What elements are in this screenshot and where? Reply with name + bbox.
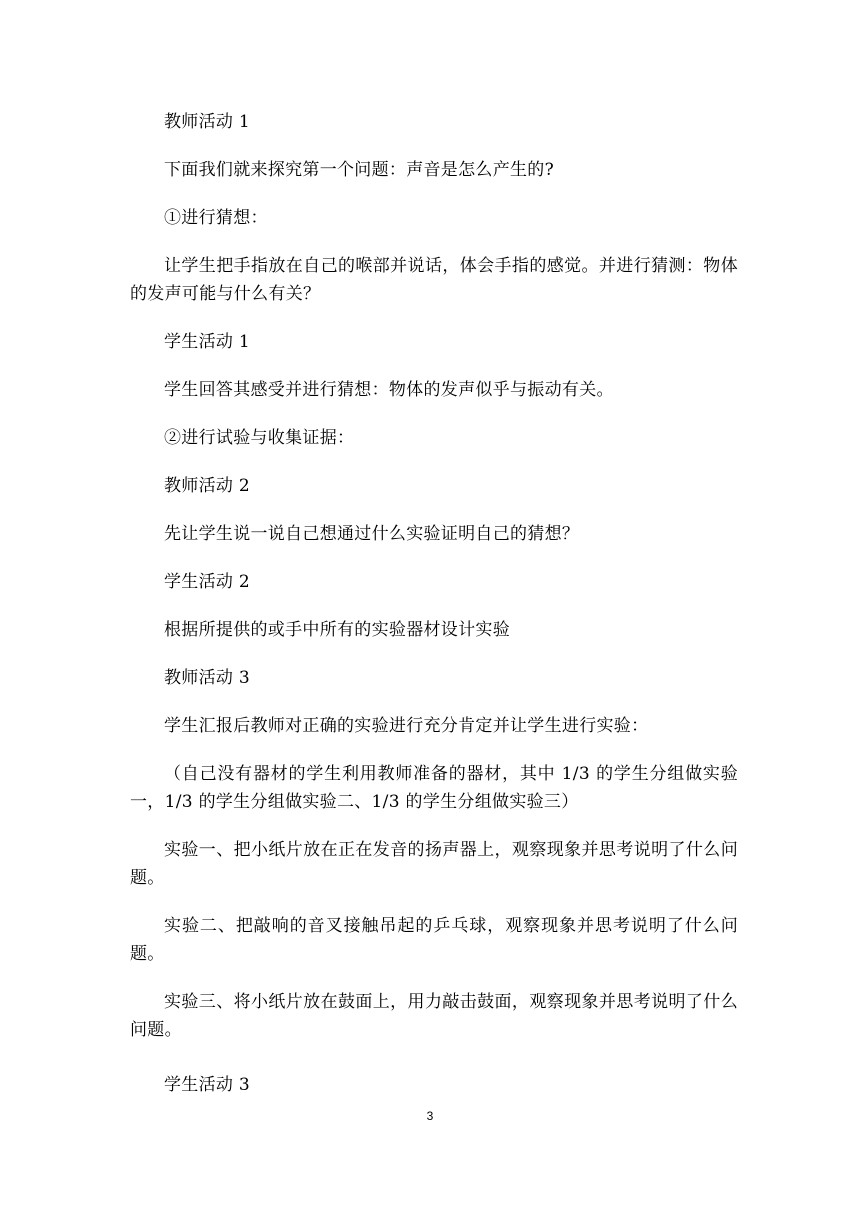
page-number: 3	[426, 1109, 434, 1123]
paragraph-student-report: 学生汇报后教师对正确的实验进行充分肯定并让学生进行实验：	[164, 716, 649, 736]
document-body	[130, 108, 738, 1099]
paragraph-step-guess: ①进行猜想：	[164, 208, 268, 228]
paragraph-student-activity-1: 学生活动 1	[164, 332, 251, 352]
paragraph-equipment-note: （自己没有器材的学生利用教师准备的器材，其中 1/3 的学生分组做实验一，1/3 的学生分组做实验二、1/3 的学生分组做实验三）	[130, 764, 738, 812]
paragraph-teacher-activity-1: 教师活动 1	[164, 112, 251, 132]
paragraph-guess-instruction: 让学生把手指放在自己的喉部并说话，体会手指的感觉。并进行猜测：物体的发声可能与什么有关？	[130, 256, 738, 304]
paragraph-design-experiment: 根据所提供的或手中所有的实验器材设计实验	[164, 620, 510, 640]
paragraph-student-activity-2: 学生活动 2	[164, 572, 251, 592]
paragraph-question-intro: 下面我们就来探究第一个问题：声音是怎么产生的?	[164, 160, 555, 180]
paragraph-step-experiment: ②进行试验与收集证据：	[164, 428, 355, 448]
paragraph-student-activity-3: 学生活动 3	[164, 1075, 251, 1095]
paragraph-teacher-activity-3: 教师活动 3	[164, 668, 251, 688]
paragraph-experiment-2: 实验二、把敲响的音叉接触吊起的乒乓球，观察现象并思考说明了什么问题。	[130, 916, 738, 964]
paragraph-teacher-activity-2: 教师活动 2	[164, 476, 251, 496]
paragraph-experiment-1: 实验一、把小纸片放在正在发音的扬声器上，观察现象并思考说明了什么问题。	[130, 840, 738, 888]
paragraph-experiment-3: 实验三、将小纸片放在鼓面上，用力敲击鼓面，观察现象并思考说明了什么问题。	[130, 992, 738, 1040]
paragraph-student-answer: 学生回答其感受并进行猜想：物体的发声似乎与振动有关。	[164, 380, 614, 400]
paragraph-student-speak: 先让学生说一说自己想通过什么实验证明自己的猜想？	[164, 524, 580, 544]
